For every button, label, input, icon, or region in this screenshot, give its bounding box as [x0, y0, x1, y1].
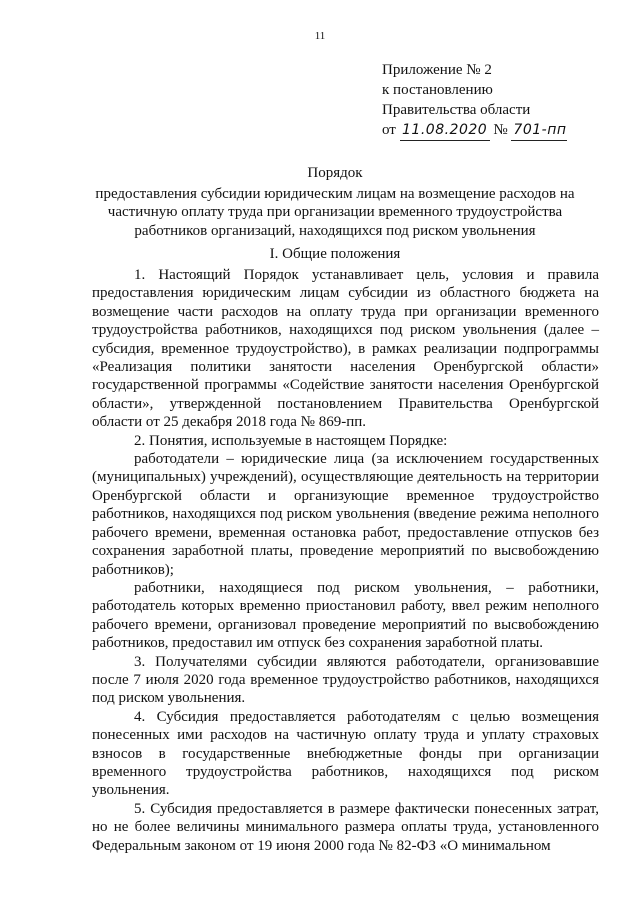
page-number: 11 — [314, 30, 326, 42]
attachment-line-2: к постановлению — [382, 82, 493, 98]
paragraph-1: 1. Настоящий Порядок устанавливает цель, условия и правила предоставления юридическим лицам субсидии из областного бюджета на возмещение части расходов на оплату труда при организации временного трудоустройства работников, находящихся под риском увольнения (далее – субсидия, временное трудоустройство), в рамках реализации подпрограммы «Реализация политики занятости населения Оренбургской области» государственной программы «Содействие занятости населения Оренбургской области», утвержденной постановлением Правительства Оренбургской области от 25 декабря 2018 года № 869-пп. — [92, 267, 599, 431]
document-title — [70, 164, 600, 240]
paragraph-5: 3. Получателями субсидии являются работодатели, организовавшие после 7 июля 2020 года временное трудоустройство работников, находящихся под риском увольнения. — [92, 653, 599, 707]
title-line-1: предоставления субсидии юридическим лицам на возмещение расходов на — [95, 185, 575, 202]
section-heading: I. Общие положения — [269, 246, 401, 262]
title-line-2: частичную оплату труда при организации временного трудоустройства — [107, 204, 563, 220]
paragraph-6: 4. Субсидия предоставляется работодателям с целью возмещения понесенных ими расходов на частичную оплату труда и уплату страховых взносов в государственные внебюджетные фонды при организации временного трудоустройства работников, находящихся под риском увольнения. — [92, 708, 599, 799]
handwritten-number: 701-пп — [511, 120, 567, 141]
title-heading: Порядок — [307, 165, 363, 181]
date-prefix: от — [382, 122, 396, 138]
handwritten-date: 11.08.2020 — [400, 120, 490, 141]
paragraph-2: 2. Понятия, используемые в настоящем Порядке: — [134, 432, 448, 449]
attachment-line-1: Приложение № 2 — [382, 62, 492, 78]
title-line-3: работников организаций, находящихся под риском увольнения — [134, 222, 536, 239]
paragraph-4: работники, находящиеся под риском увольнения, – работники, работодатель которых временно приостановил работу, ввел режим неполного рабочего времени, организовал проведение мероприятий по высвобождению работников, предоставил им отпуск без сохранения заработной платы. — [92, 579, 599, 652]
attachment-block — [382, 60, 622, 141]
attachment-line-3: Правительства области — [382, 102, 531, 118]
body-text — [92, 266, 599, 855]
paragraph-7: 5. Субсидия предоставляется в размере фактически понесенных затрат, но не более величины минимального размера оплаты труда, установленного Федеральным законом от 19 июня 2000 года № 82-ФЗ «О минимальном — [92, 800, 599, 854]
attachment-date-line — [382, 120, 622, 141]
number-label: № — [493, 122, 508, 138]
paragraph-3: работодатели – юридические лица (за исключением государственных (муниципальных) учреждений), осуществляющие деятельность на территории Оренбургской области и организующие временное трудоустройство работников, находящихся под риском увольнения (введение режима неполного рабочего времени, временная остановка работ, предоставление отпусков без сохранения заработной платы, проведение мероприятий по высвобождению работников); — [92, 451, 599, 578]
